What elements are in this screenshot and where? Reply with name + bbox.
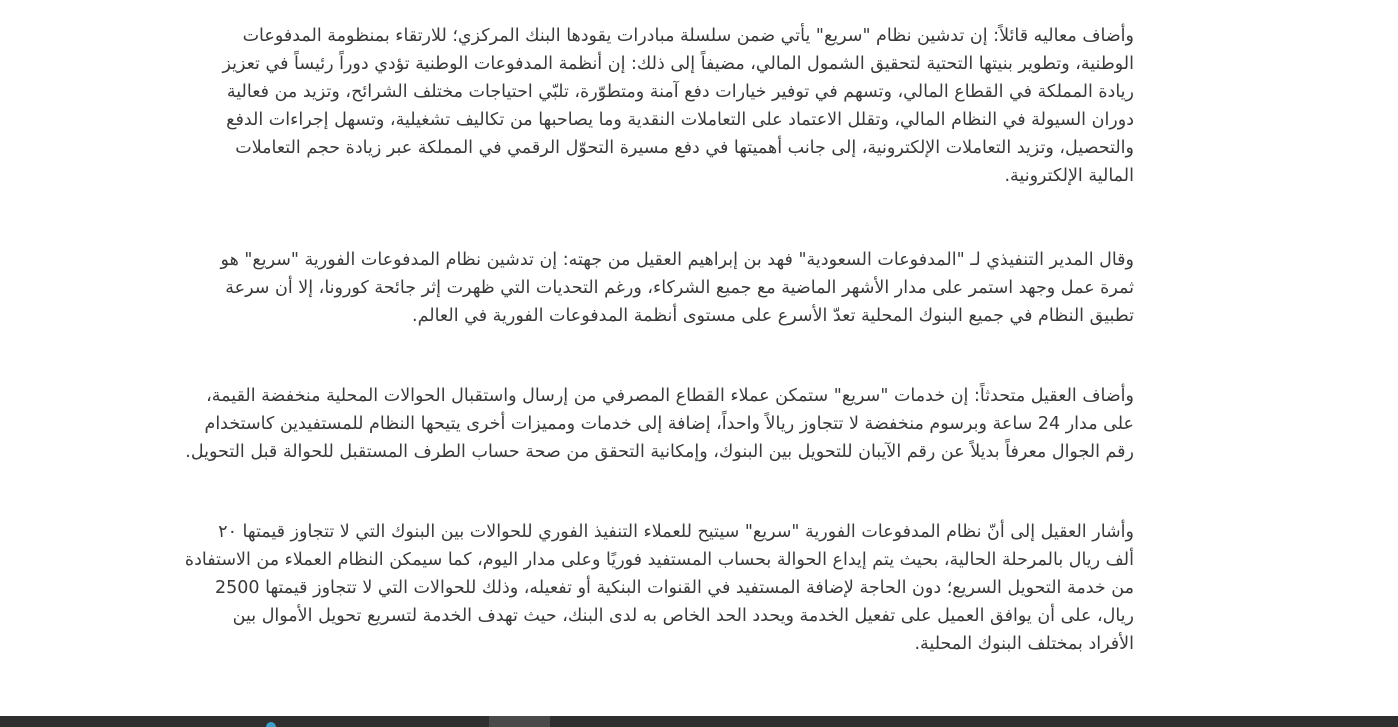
bottom-toolbar[interactable]	[0, 716, 1398, 727]
paragraph-line: على مدار 24 ساعة وبرسوم منخفضة لا تتجاوز ريالاً واحداً، إضافة إلى خدمات ومميزات أخرى يتيحها النظام للمستفيدين كاستخدام	[204, 414, 1134, 434]
paragraph-line: الأفراد بمختلف البنوك المحلية.	[914, 634, 1134, 654]
paragraph-transfer-limits	[185, 518, 1134, 658]
paragraph-line: ألف ريال بالمرحلة الحالية، بحيث يتم إيداع الحوالة بحساب المستفيد فوريًا وعلى مدار اليوم، كما سيمكن النظام العملاء من الاستفادة	[184, 550, 1134, 570]
article-body	[66, 22, 1134, 702]
paragraph-line: من خدمة التحويل السريع؛ دون الحاجة لإضافة المستفيد في القنوات البنكية أو تفعيله، وذلك للحوالات التي لا تتجاوز قيمتها 2500	[215, 578, 1134, 598]
paragraph-line: الوطنية، وتطوير بنيتها التحتية لتحقيق الشمول المالي، مضيفاً إلى ذلك: إن أنظمة المدفوعات الوطنية تؤدي دوراً رئيساً في تعزيز	[222, 54, 1134, 74]
paragraph-line: وأضاف معاليه قائلاً: إن تدشين نظام "سريع" يأتي ضمن سلسلة مبادرات يقودها البنك المركزي؛ للارتقاء بمنظومة المدفوعات	[242, 26, 1134, 46]
paragraph-line: دوران السيولة في النظام المالي، وتقلل الاعتماد على التعاملات النقدية وما يصاحبها من تكاليف تشغيلية، وتسهل إجراءات الدفع	[226, 110, 1134, 130]
paragraph-governor-statement	[222, 22, 1134, 190]
paragraph-services	[185, 382, 1134, 466]
paragraph-line: ريادة المملكة في القطاع المالي، وتسهم في توفير خيارات دفع آمنة ومتطوّرة، تلبّي احتياجات مختلف الشرائح، وتزيد من فعالية	[226, 82, 1134, 102]
paragraph-line: ثمرة عمل وجهد استمر على مدار الأشهر الماضية مع جميع الشركاء، ورغم التحديات التي ظهرت إثر جائحة كورونا، إلا أن سرعة	[225, 278, 1134, 298]
paragraph-line: وأشار العقيل إلى أنّ نظام المدفوعات الفورية "سريع" سيتيح للعملاء التنفيذ الفوري للحوالات بين البنوك التي لا تتجاوز قيمتها ٢٠	[218, 522, 1134, 542]
toolbar-active-segment[interactable]	[489, 716, 550, 727]
toolbar-indicator-icon	[266, 722, 276, 727]
paragraph-line: ريال، على أن يوافق العميل على تفعيل الخدمة ويحدد الحد الخاص به لدى البنك، حيث تهدف الخدمة لتسريع تحويل الأموال بين	[232, 606, 1134, 626]
paragraph-line: المالية الإلكترونية.	[1004, 166, 1134, 186]
paragraph-line: وقال المدير التنفيذي لـ "المدفوعات السعودية" فهد بن إبراهيم العقيل من جهته: إن تدشين نظام المدفوعات الفورية "سريع" هو	[220, 250, 1134, 270]
paragraph-line: رقم الجوال معرفاً بديلاً عن رقم الآيبان للتحويل بين البنوك، وإمكانية التحقق من صحة حساب الطرف المستقبل للحوالة قبل التحويل.	[185, 442, 1134, 462]
paragraph-ceo-statement	[221, 246, 1134, 330]
paragraph-line: والتحصيل، وتزيد التعاملات الإلكترونية، إلى جانب أهميتها في دفع مسيرة التحوّل الرقمي في المملكة عبر زيادة حجم التعاملات	[235, 138, 1134, 158]
paragraph-line: تطبيق النظام في جميع البنوك المحلية تعدّ الأسرع على مستوى أنظمة المدفوعات الفورية في العالم.	[412, 306, 1134, 326]
paragraph-line: وأضاف العقيل متحدثاً: إن خدمات "سريع" ستمكن عملاء القطاع المصرفي من إرسال واستقبال الحوالات المحلية منخفضة القيمة،	[206, 386, 1134, 406]
